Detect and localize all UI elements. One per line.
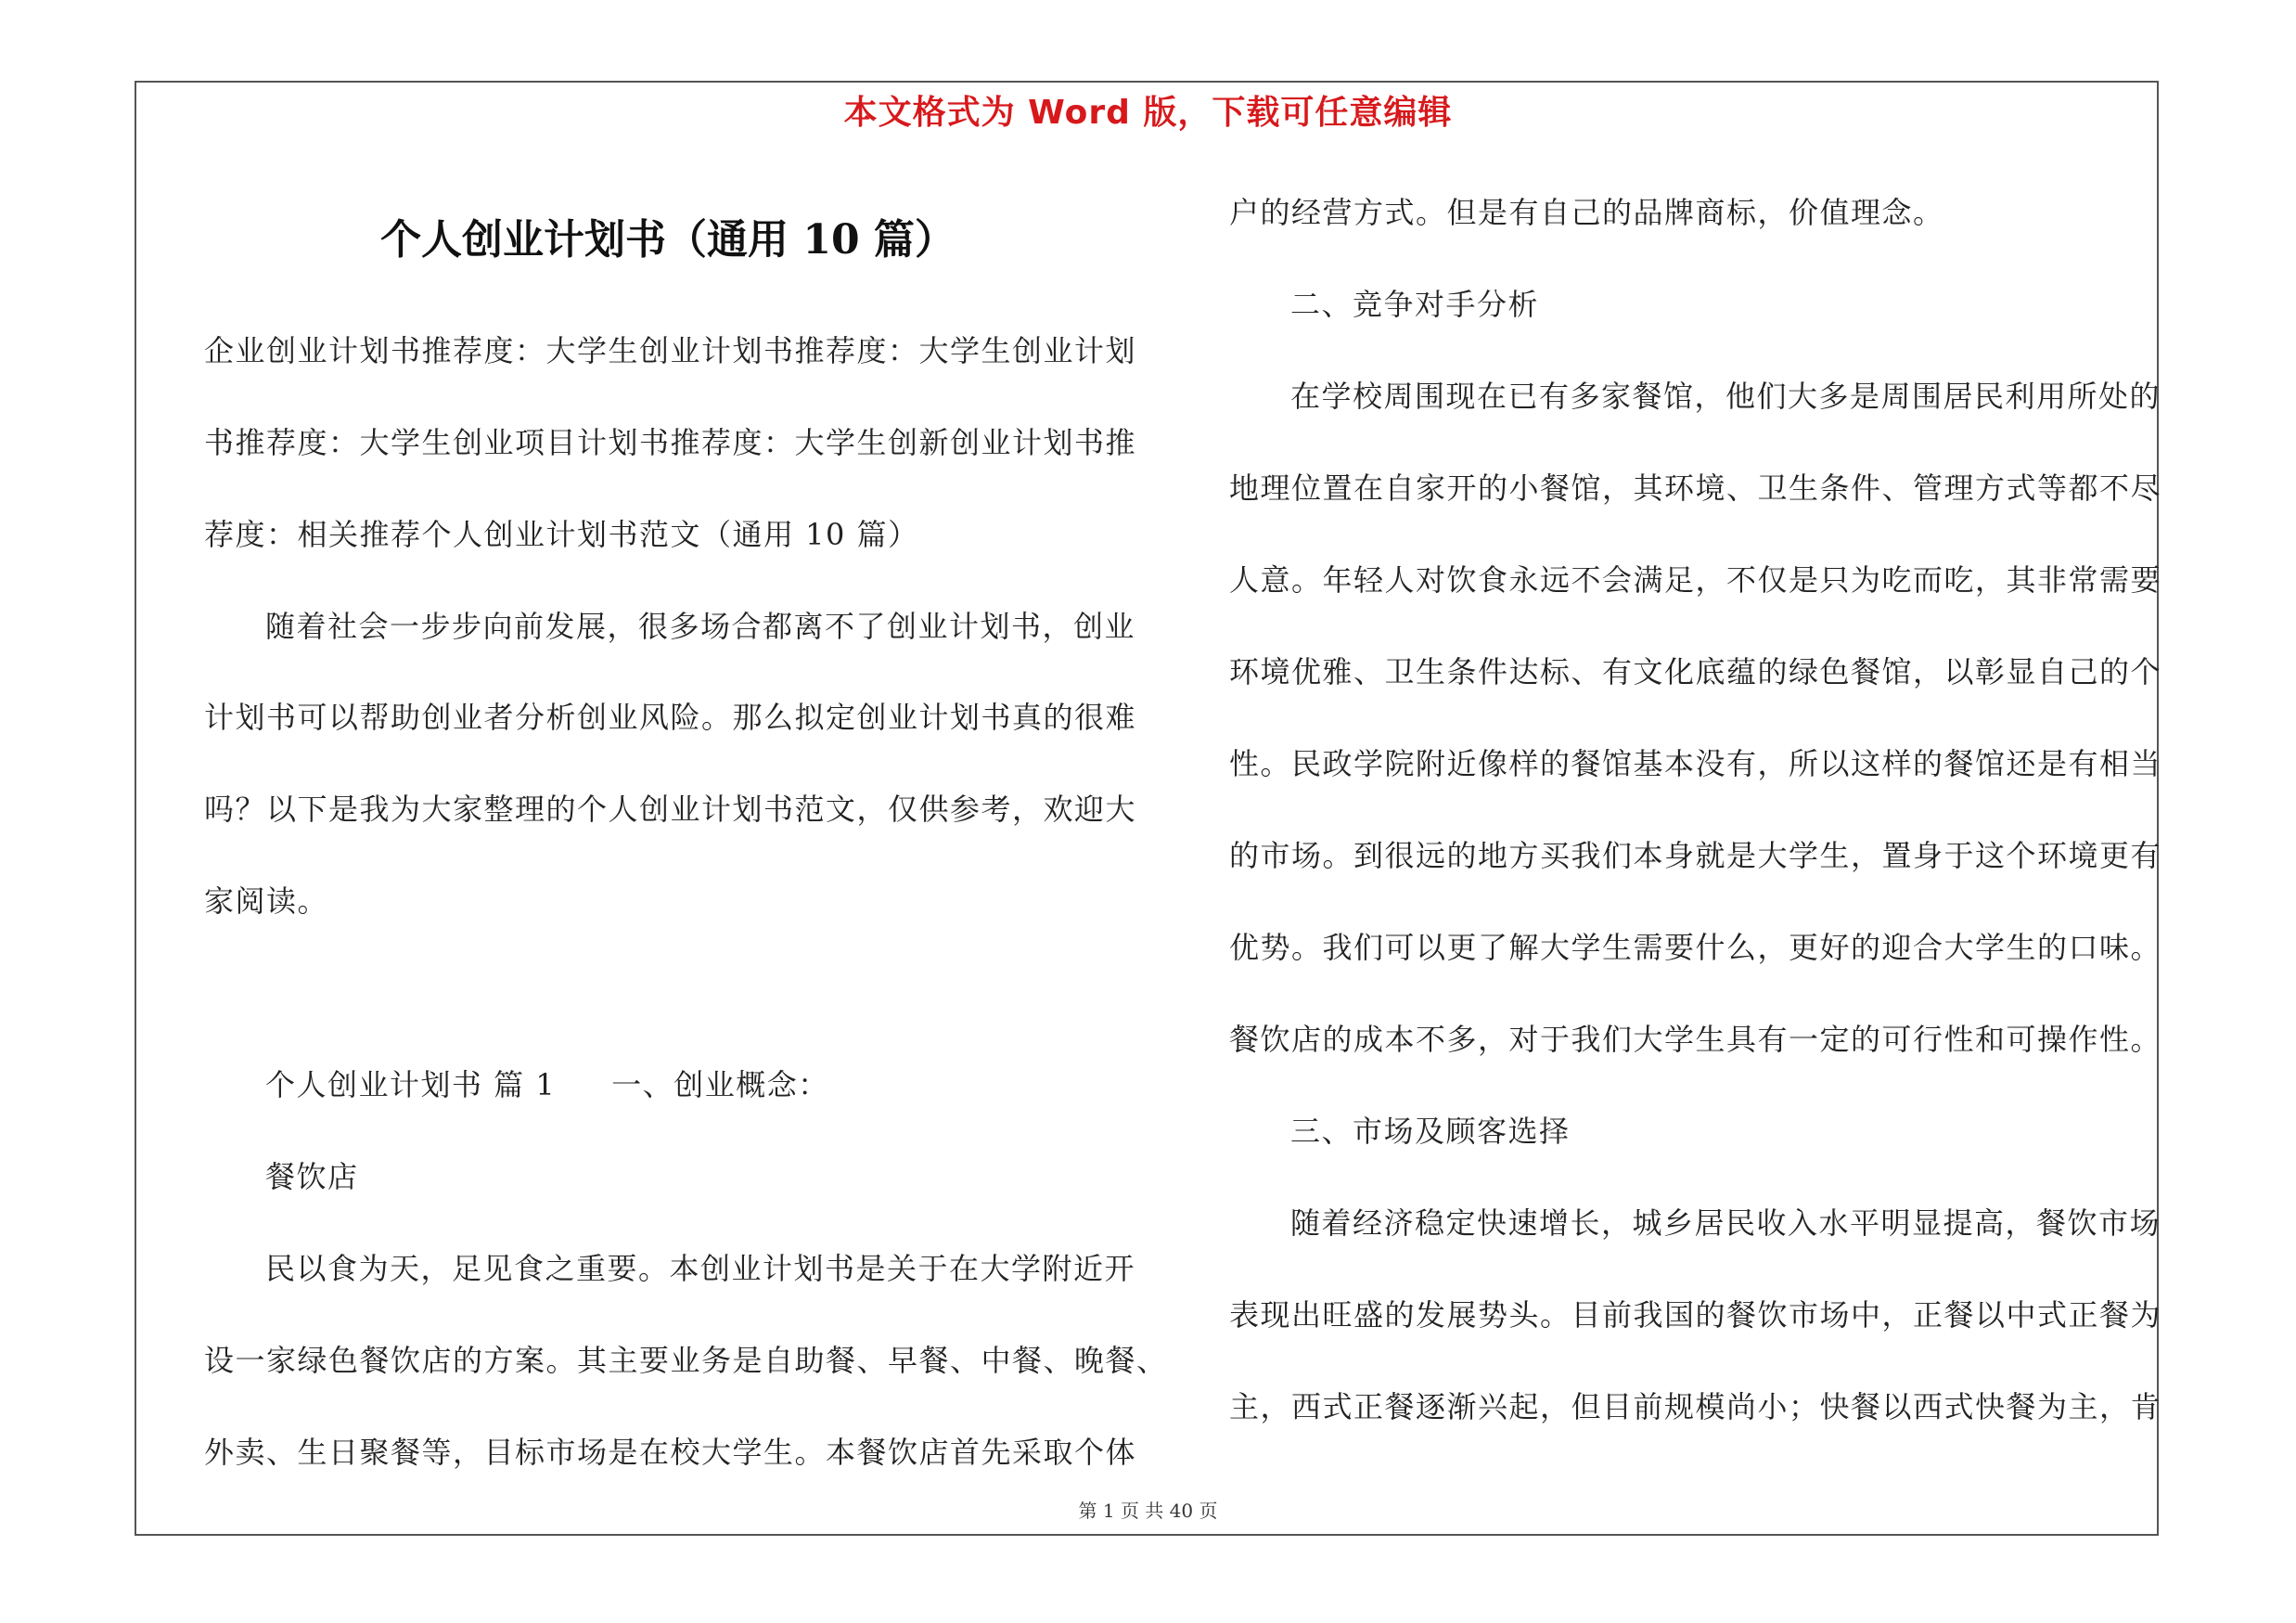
paragraph-line: 餐饮店的成本不多，对于我们大学生具有一定的可行性和可操作性。 xyxy=(1229,1022,2162,1057)
paragraph-line: 表现出旺盛的发展势头。目前我国的餐饮市场中，正餐以中式正餐为 xyxy=(1229,1297,2162,1333)
paragraph-line: 随着社会一步步向前发展，很多场合都离不了创业计划书，创业 xyxy=(265,609,1136,644)
paragraph-line: 在学校周围现在已有多家餐馆，他们大多是周围居民利用所处的 xyxy=(1290,379,2161,414)
paragraph-line: 环境优雅、卫生条件达标、有文化底蕴的绿色餐馆，以彰显自己的个 xyxy=(1229,654,2162,689)
paragraph-line: 外卖、生日聚餐等，目标市场是在校大学生。本餐饮店首先采取个体 xyxy=(204,1435,1137,1470)
business-name: 餐饮店 xyxy=(265,1159,359,1194)
paragraph-line: 人意。年轻人对饮食永远不会满足，不仅是只为吃而吃，其非常需要 xyxy=(1229,562,2162,598)
right-column xyxy=(1229,0,2162,1623)
paragraph-line: 地理位置在自家开的小餐馆，其环境、卫生条件、管理方式等都不尽 xyxy=(1229,470,2162,506)
format-banner: 本文格式为 Word 版，下载可任意编辑 xyxy=(843,94,1453,132)
paragraph-line: 性。民政学院附近像样的餐馆基本没有，所以这样的餐馆还是有相当 xyxy=(1229,746,2162,781)
paragraph-line: 的市场。到很远的地方买我们本身就是大学生，置身于这个环境更有 xyxy=(1229,838,2162,873)
document-title: 个人创业计划书（通用 10 篇） xyxy=(380,216,956,264)
section-heading: 三、市场及顾客选择 xyxy=(1290,1114,1571,1149)
paragraph-line: 民以食为天，足见食之重要。本创业计划书是关于在大学附近开 xyxy=(265,1251,1136,1286)
intro-line: 荐度：相关推荐个人创业计划书范文（通用 10 篇） xyxy=(204,517,919,552)
section-heading: 二、竞争对手分析 xyxy=(1290,287,1540,322)
paragraph-line: 主，西式正餐逐渐兴起，但目前规模尚小；快餐以西式快餐为主，肯 xyxy=(1229,1389,2162,1424)
section-heading-part1: 个人创业计划书 篇 1 xyxy=(265,1067,557,1102)
paragraph-line: 随着经济稳定快速增长，城乡居民收入水平明显提高，餐饮市场 xyxy=(1290,1205,2161,1241)
intro-line: 书推荐度：大学生创业项目计划书推荐度：大学生创新创业计划书推 xyxy=(204,425,1137,460)
paragraph-line: 户的经营方式。但是有自己的品牌商标，价值理念。 xyxy=(1229,195,1944,230)
paragraph-line: 优势。我们可以更了解大学生需要什么，更好的迎合大学生的口味。 xyxy=(1229,930,2162,965)
paragraph-line: 吗？以下是我为大家整理的个人创业计划书范文，仅供参考，欢迎大 xyxy=(204,792,1137,827)
section-heading xyxy=(204,1066,1132,1103)
paragraph-line: 设一家绿色餐饮店的方案。其主要业务是自助餐、早餐、中餐、晚餐、 xyxy=(204,1343,1168,1378)
paragraph-line: 家阅读。 xyxy=(204,883,329,919)
intro-line: 企业创业计划书推荐度：大学生创业计划书推荐度：大学生创业计划 xyxy=(204,333,1137,368)
page-number-footer: 第 1 页 共 40 页 xyxy=(1078,1500,1218,1522)
section-heading-part2: 一、创业概念： xyxy=(611,1067,829,1102)
paragraph-line: 计划书可以帮助创业者分析创业风险。那么拟定创业计划书真的很难 xyxy=(204,700,1137,735)
